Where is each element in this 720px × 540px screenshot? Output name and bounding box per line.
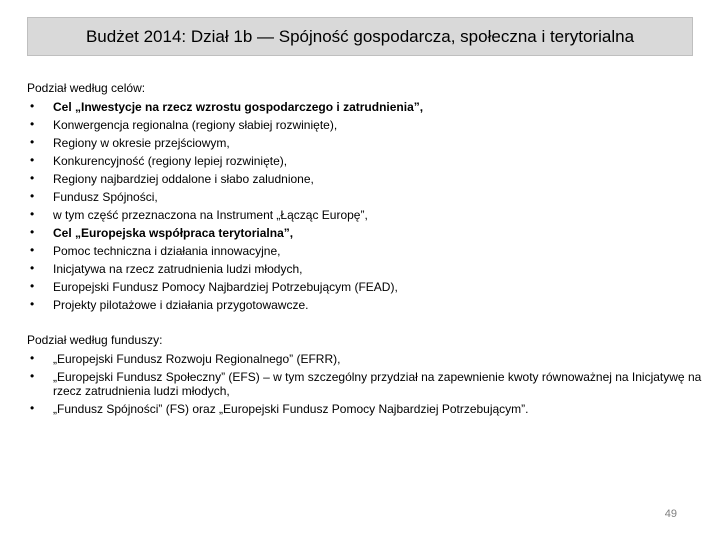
bullet-icon: •	[30, 278, 35, 293]
bullet-icon: •	[30, 134, 35, 149]
list-item	[27, 278, 707, 296]
list-item	[27, 98, 707, 116]
bullet-icon: •	[30, 224, 35, 239]
list-item-text: „Fundusz Spójności” (FS) oraz „Europejski Fundusz Pomocy Najbardziej Potrzebującym”.	[53, 401, 529, 416]
section-objectives-heading: Podział według celów:	[27, 81, 146, 95]
bullet-icon: •	[30, 368, 35, 383]
funds-list	[27, 350, 707, 418]
list-item-text: „Europejski Fundusz Rozwoju Regionalnego” (EFRR),	[53, 351, 341, 366]
list-item-text: Fundusz Spójności,	[53, 189, 158, 204]
bullet-icon: •	[30, 116, 35, 131]
bullet-icon: •	[30, 188, 35, 203]
bullet-icon: •	[30, 242, 35, 257]
list-item	[27, 206, 707, 224]
bullet-icon: •	[30, 296, 35, 311]
list-item	[27, 296, 707, 314]
list-item	[27, 400, 707, 418]
bullet-icon: •	[30, 350, 35, 365]
list-item-text: „Europejski Fundusz Społeczny” (EFS) – w tym szczególny przydział na zapewnienie kwoty równoważnej na Inicjatywę na rzecz zatrudnienia ludzi młodych,	[53, 369, 702, 398]
section-funds	[27, 332, 707, 418]
list-item-text: Pomoc techniczna i działania innowacyjne,	[53, 243, 281, 258]
list-item-text: Konkurencyjność (regiony lepiej rozwinięte),	[53, 153, 288, 168]
bullet-icon: •	[30, 400, 35, 415]
list-item-text: Cel „Inwestycje na rzecz wzrostu gospodarczego i zatrudnienia”,	[53, 99, 424, 114]
list-item	[27, 134, 707, 152]
list-item-text: Regiony najbardziej oddalone i słabo zaludnione,	[53, 171, 314, 186]
list-item	[27, 260, 707, 278]
list-item-text: Europejski Fundusz Pomocy Najbardziej Potrzebującym (FEAD),	[53, 279, 398, 294]
slide-title-bar	[27, 17, 693, 56]
bullet-icon: •	[30, 152, 35, 167]
section-objectives	[27, 80, 707, 314]
list-item-text: Konwergencja regionalna (regiony słabiej rozwinięte),	[53, 117, 338, 132]
list-item-text: Cel „Europejska współpraca terytorialna”,	[53, 225, 294, 240]
bullet-icon: •	[30, 206, 35, 221]
list-item-text: w tym część przeznaczona na Instrument „Łącząc Europę”,	[53, 207, 368, 222]
bullet-icon: •	[30, 98, 35, 113]
page-number: 49	[664, 508, 677, 520]
bullet-icon: •	[30, 260, 35, 275]
list-item-text: Inicjatywa na rzecz zatrudnienia ludzi młodych,	[53, 261, 303, 276]
list-item	[27, 368, 707, 400]
list-item	[27, 188, 707, 206]
slide-title: Budżet 2014: Dział 1b — Spójność gospodarcza, społeczna i terytorialna	[85, 26, 635, 46]
section-funds-heading: Podział według funduszy:	[27, 333, 163, 347]
list-item-text: Regiony w okresie przejściowym,	[53, 135, 230, 150]
objectives-list	[27, 98, 707, 314]
list-item	[27, 224, 707, 242]
list-item	[27, 116, 707, 134]
list-item-text: Projekty pilotażowe i działania przygotowawcze.	[53, 297, 309, 312]
bullet-icon: •	[30, 170, 35, 185]
list-item	[27, 350, 707, 368]
list-item	[27, 170, 707, 188]
list-item	[27, 242, 707, 260]
list-item	[27, 152, 707, 170]
